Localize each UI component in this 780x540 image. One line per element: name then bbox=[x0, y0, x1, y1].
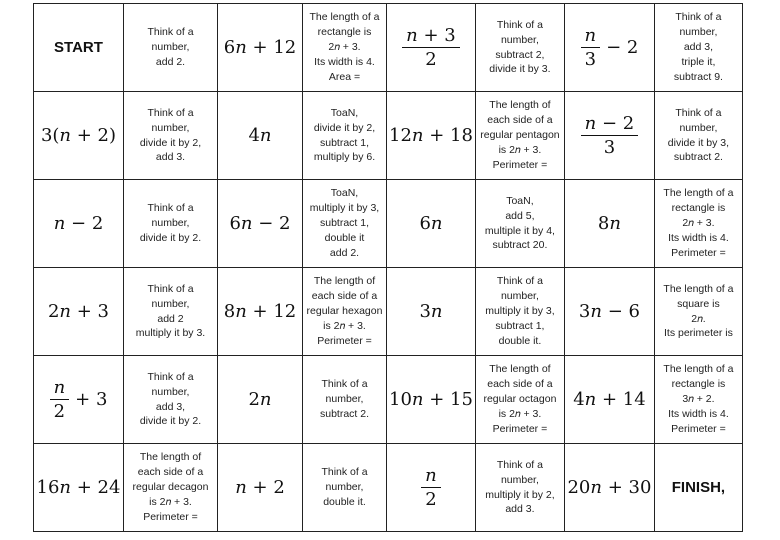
expression: 3(𝑛 + 2) bbox=[40, 125, 117, 146]
instruction-line: The length of bbox=[489, 99, 551, 112]
instruction-line: number, bbox=[151, 41, 190, 54]
instruction-line: rectangle is bbox=[317, 26, 372, 39]
instruction-line: Think of a bbox=[147, 106, 194, 119]
expression-cell bbox=[387, 180, 476, 268]
instruction-line: The length of bbox=[139, 451, 202, 464]
fraction-denominator: 2 bbox=[425, 489, 437, 510]
instruction-line: subtract 1, bbox=[319, 217, 370, 230]
instruction-text bbox=[478, 458, 562, 518]
instruction-line: Its width is 4. bbox=[314, 55, 375, 68]
instruction-line: is 2𝑛 + 3. bbox=[323, 319, 366, 332]
instruction-line: divide it by 2, bbox=[139, 136, 202, 149]
instruction-line: subtract 9. bbox=[673, 70, 723, 83]
expression-cell bbox=[564, 4, 654, 92]
instruction-text bbox=[305, 10, 384, 85]
fraction-tail: + 3 bbox=[75, 389, 108, 410]
expression-cell bbox=[34, 92, 124, 180]
expression: 6𝑛 bbox=[419, 213, 443, 234]
instruction-line: divide it by 2, bbox=[313, 121, 376, 134]
instruction-line: each side of a bbox=[487, 114, 553, 127]
expression: 8𝑛 bbox=[597, 213, 621, 234]
instruction-line: Think of a bbox=[496, 18, 543, 31]
expression-cell bbox=[387, 444, 476, 532]
expression-cell bbox=[218, 180, 303, 268]
grid-row-1 bbox=[34, 4, 743, 92]
instruction-text bbox=[657, 186, 740, 261]
instruction-cell bbox=[124, 444, 218, 532]
start-label: START bbox=[54, 38, 103, 56]
instruction-line: double it bbox=[324, 231, 365, 244]
expression: 𝑛 − 2 bbox=[53, 213, 104, 234]
instruction-line: Think of a bbox=[496, 275, 543, 288]
fraction-expression bbox=[50, 377, 108, 422]
instruction-line: each side of a bbox=[137, 466, 204, 479]
instruction-line: Area = bbox=[328, 70, 361, 83]
instruction-cell bbox=[124, 4, 218, 92]
instruction-text bbox=[478, 18, 562, 78]
instruction-line: multiply it by 3, bbox=[309, 202, 380, 215]
instruction-cell bbox=[654, 268, 742, 356]
instruction-text bbox=[478, 194, 562, 254]
instruction-line: divide it by 3. bbox=[489, 63, 551, 76]
instruction-line: The length of bbox=[489, 363, 551, 376]
fraction-denominator: 3 bbox=[584, 49, 597, 70]
instruction-line: rectangle is bbox=[671, 202, 726, 215]
instruction-line: regular pentagon bbox=[480, 129, 560, 142]
instruction-line: subtract 1, bbox=[495, 319, 545, 332]
fraction-expression bbox=[421, 465, 441, 510]
instruction-cell bbox=[654, 356, 742, 444]
instruction-text bbox=[126, 370, 215, 430]
fraction-numerator: 𝑛 − 2 bbox=[581, 113, 639, 136]
instruction-cell bbox=[303, 180, 387, 268]
expression-cell bbox=[564, 444, 654, 532]
expression-cell bbox=[387, 356, 476, 444]
instruction-line: each side of a bbox=[311, 290, 378, 303]
instruction-text bbox=[126, 201, 215, 246]
instruction-line: number, bbox=[151, 217, 190, 230]
instruction-line: regular octagon bbox=[483, 393, 557, 406]
grid-row-6 bbox=[34, 444, 743, 532]
instruction-text bbox=[126, 25, 215, 70]
instruction-text bbox=[657, 282, 740, 342]
fraction-denominator: 2 bbox=[425, 49, 437, 70]
instruction-line: Perimeter = bbox=[143, 510, 198, 523]
instruction-line: add 3. bbox=[155, 151, 186, 164]
instruction-line: ToaN, bbox=[330, 187, 359, 200]
expression-cell bbox=[564, 180, 654, 268]
fraction-denominator: 2 bbox=[53, 401, 66, 422]
fraction-numerator: 𝑛 + 3 bbox=[402, 25, 460, 48]
instruction-text bbox=[305, 274, 384, 349]
instruction-text bbox=[657, 362, 740, 437]
instruction-line: add 3, bbox=[155, 400, 186, 413]
instruction-cell bbox=[475, 180, 564, 268]
instruction-text bbox=[478, 362, 562, 437]
instruction-text bbox=[126, 450, 215, 525]
expression: 𝑛 + 2 bbox=[235, 477, 285, 498]
instruction-line: Think of a bbox=[147, 26, 194, 39]
instruction-line: ToaN, bbox=[506, 194, 534, 207]
instruction-line: Think of a bbox=[321, 466, 368, 479]
instruction-line: The length of a bbox=[663, 282, 734, 295]
expression-cell bbox=[34, 180, 124, 268]
instruction-text bbox=[657, 106, 740, 166]
instruction-text bbox=[126, 106, 215, 166]
instruction-cell bbox=[475, 92, 564, 180]
fraction-numerator: 𝑛 bbox=[421, 465, 441, 488]
instruction-line: number, bbox=[151, 385, 190, 398]
instruction-line: add 5, bbox=[505, 209, 535, 222]
instruction-line: multiply by 6. bbox=[313, 151, 376, 164]
instruction-line: The length of a bbox=[663, 363, 734, 376]
expression: 16𝑛 + 24 bbox=[36, 477, 121, 498]
expression-cell bbox=[564, 92, 654, 180]
instruction-line: number, bbox=[679, 121, 718, 134]
instruction-cell bbox=[303, 92, 387, 180]
instruction-cell bbox=[124, 92, 218, 180]
instruction-line: number, bbox=[679, 26, 718, 39]
expression: 4𝑛 + 14 bbox=[573, 389, 646, 410]
instruction-line: number, bbox=[500, 33, 539, 46]
instruction-line: divide it by 3, bbox=[667, 136, 730, 149]
instruction-line: Think of a bbox=[147, 282, 194, 295]
instruction-line: each side of a bbox=[487, 378, 553, 391]
instruction-line: Think of a bbox=[675, 11, 722, 24]
instruction-line: is 2𝑛 + 3. bbox=[498, 407, 542, 420]
instruction-line: subtract 20. bbox=[492, 239, 548, 252]
instruction-line: number, bbox=[151, 297, 190, 310]
expression-cell bbox=[564, 356, 654, 444]
expression: 6𝑛 + 12 bbox=[223, 37, 297, 58]
loop-card-grid bbox=[33, 3, 743, 532]
instruction-line: 2𝑛 + 3. bbox=[328, 41, 361, 54]
instruction-line: add 2. bbox=[155, 55, 186, 68]
expression-cell bbox=[34, 356, 124, 444]
expression: 4𝑛 bbox=[248, 125, 272, 146]
instruction-line: Perimeter = bbox=[671, 422, 726, 435]
instruction-line: double it. bbox=[498, 334, 542, 347]
instruction-cell bbox=[654, 180, 742, 268]
cell-start bbox=[34, 4, 124, 92]
expression-cell bbox=[387, 4, 476, 92]
instruction-cell bbox=[124, 180, 218, 268]
instruction-text bbox=[478, 98, 562, 173]
fraction-expression bbox=[581, 25, 639, 70]
instruction-line: multiple it by 4, bbox=[484, 224, 555, 237]
instruction-cell bbox=[475, 268, 564, 356]
fraction-tail: − 2 bbox=[606, 37, 639, 58]
grid-row-5 bbox=[34, 356, 743, 444]
instruction-line: regular decagon bbox=[132, 481, 209, 494]
expression-cell bbox=[218, 356, 303, 444]
expression: 3𝑛 bbox=[419, 301, 443, 322]
instruction-line: triple it, bbox=[681, 55, 716, 68]
instruction-line: Think of a bbox=[496, 458, 543, 471]
instruction-line: regular hexagon bbox=[306, 305, 383, 318]
instruction-cell bbox=[124, 356, 218, 444]
instruction-line: 2𝑛. bbox=[691, 312, 706, 325]
instruction-line: Think of a bbox=[147, 370, 194, 383]
expression-cell bbox=[218, 92, 303, 180]
instruction-line: square is bbox=[677, 297, 720, 310]
instruction-text bbox=[657, 10, 740, 85]
expression: 2𝑛 bbox=[248, 389, 272, 410]
instruction-line: Its perimeter is bbox=[664, 327, 733, 340]
instruction-cell bbox=[475, 4, 564, 92]
instruction-line: Its width is 4. bbox=[668, 231, 729, 244]
instruction-line: number, bbox=[500, 290, 539, 303]
instruction-line: subtract 2. bbox=[673, 151, 723, 164]
instruction-line: Think of a bbox=[321, 378, 368, 391]
instruction-cell bbox=[303, 356, 387, 444]
instruction-line: number, bbox=[500, 473, 539, 486]
cell-finish bbox=[654, 444, 742, 532]
instruction-line: multiply it by 3. bbox=[135, 327, 206, 340]
instruction-line: The length of bbox=[313, 275, 376, 288]
instruction-line: number, bbox=[325, 393, 364, 406]
expression-cell bbox=[218, 444, 303, 532]
instruction-line: multiply it by 3, bbox=[485, 305, 555, 318]
instruction-line: number, bbox=[325, 481, 364, 494]
instruction-cell bbox=[303, 4, 387, 92]
instruction-line: Think of a bbox=[147, 202, 194, 215]
expression-cell bbox=[387, 92, 476, 180]
finish-label: FINISH, bbox=[671, 478, 726, 496]
instruction-text bbox=[478, 274, 562, 349]
instruction-text bbox=[305, 186, 384, 261]
instruction-line: multiply it by 2, bbox=[485, 488, 555, 501]
expression: 8𝑛 + 12 bbox=[223, 301, 297, 322]
instruction-text bbox=[305, 377, 384, 422]
instruction-line: rectangle is bbox=[671, 378, 726, 391]
instruction-cell bbox=[475, 356, 564, 444]
fraction-expression bbox=[402, 25, 460, 70]
expression: 20𝑛 + 30 bbox=[567, 477, 652, 498]
instruction-line: Think of a bbox=[675, 106, 722, 119]
fraction-denominator: 3 bbox=[603, 137, 616, 158]
instruction-text bbox=[305, 106, 384, 166]
fraction-numerator: 𝑛 bbox=[50, 377, 70, 400]
expression: 6𝑛 − 2 bbox=[229, 213, 291, 234]
instruction-line: add 3. bbox=[505, 503, 535, 516]
fraction-expression bbox=[581, 113, 639, 158]
instruction-text bbox=[305, 465, 384, 510]
instruction-line: The length of a bbox=[309, 11, 380, 24]
instruction-line: divide it by 2. bbox=[139, 415, 202, 428]
instruction-line: add 2 bbox=[157, 312, 184, 325]
expression-cell bbox=[34, 268, 124, 356]
instruction-line: double it. bbox=[323, 495, 366, 508]
instruction-line: add 2. bbox=[329, 246, 360, 259]
instruction-line: Perimeter = bbox=[671, 246, 726, 259]
instruction-line: Perimeter = bbox=[492, 158, 548, 171]
instruction-line: is 2𝑛 + 3. bbox=[498, 143, 542, 156]
instruction-cell bbox=[654, 4, 742, 92]
instruction-line: subtract 2, bbox=[495, 48, 545, 61]
expression-cell bbox=[564, 268, 654, 356]
instruction-line: add 3, bbox=[683, 41, 714, 54]
grid-row-2 bbox=[34, 92, 743, 180]
expression: 3𝑛 − 6 bbox=[578, 301, 640, 322]
instruction-cell bbox=[475, 444, 564, 532]
instruction-cell bbox=[303, 268, 387, 356]
fraction-numerator: 𝑛 bbox=[581, 25, 601, 48]
grid-row-3 bbox=[34, 180, 743, 268]
instruction-line: subtract 1, bbox=[319, 136, 370, 149]
instruction-line: number, bbox=[151, 121, 190, 134]
instruction-line: ToaN, bbox=[330, 106, 359, 119]
instruction-line: 2𝑛 + 3. bbox=[682, 217, 715, 230]
expression-cell bbox=[218, 4, 303, 92]
grid-row-4 bbox=[34, 268, 743, 356]
instruction-text bbox=[126, 282, 215, 342]
instruction-line: subtract 2. bbox=[319, 407, 370, 420]
instruction-line: is 2𝑛 + 3. bbox=[149, 495, 192, 508]
expression-cell bbox=[34, 444, 124, 532]
instruction-line: 3𝑛 + 2. bbox=[682, 393, 715, 406]
instruction-cell bbox=[654, 92, 742, 180]
instruction-cell bbox=[124, 268, 218, 356]
instruction-cell bbox=[303, 444, 387, 532]
instruction-line: Perimeter = bbox=[317, 334, 372, 347]
instruction-line: divide it by 2. bbox=[139, 231, 202, 244]
expression: 2𝑛 + 3 bbox=[47, 301, 110, 322]
instruction-line: The length of a bbox=[663, 187, 734, 200]
expression-cell bbox=[387, 268, 476, 356]
expression: 10𝑛 + 15 bbox=[389, 389, 473, 410]
expression-cell bbox=[218, 268, 303, 356]
instruction-line: Its width is 4. bbox=[668, 407, 729, 420]
instruction-line: Perimeter = bbox=[492, 422, 548, 435]
expression: 12𝑛 + 18 bbox=[389, 125, 473, 146]
